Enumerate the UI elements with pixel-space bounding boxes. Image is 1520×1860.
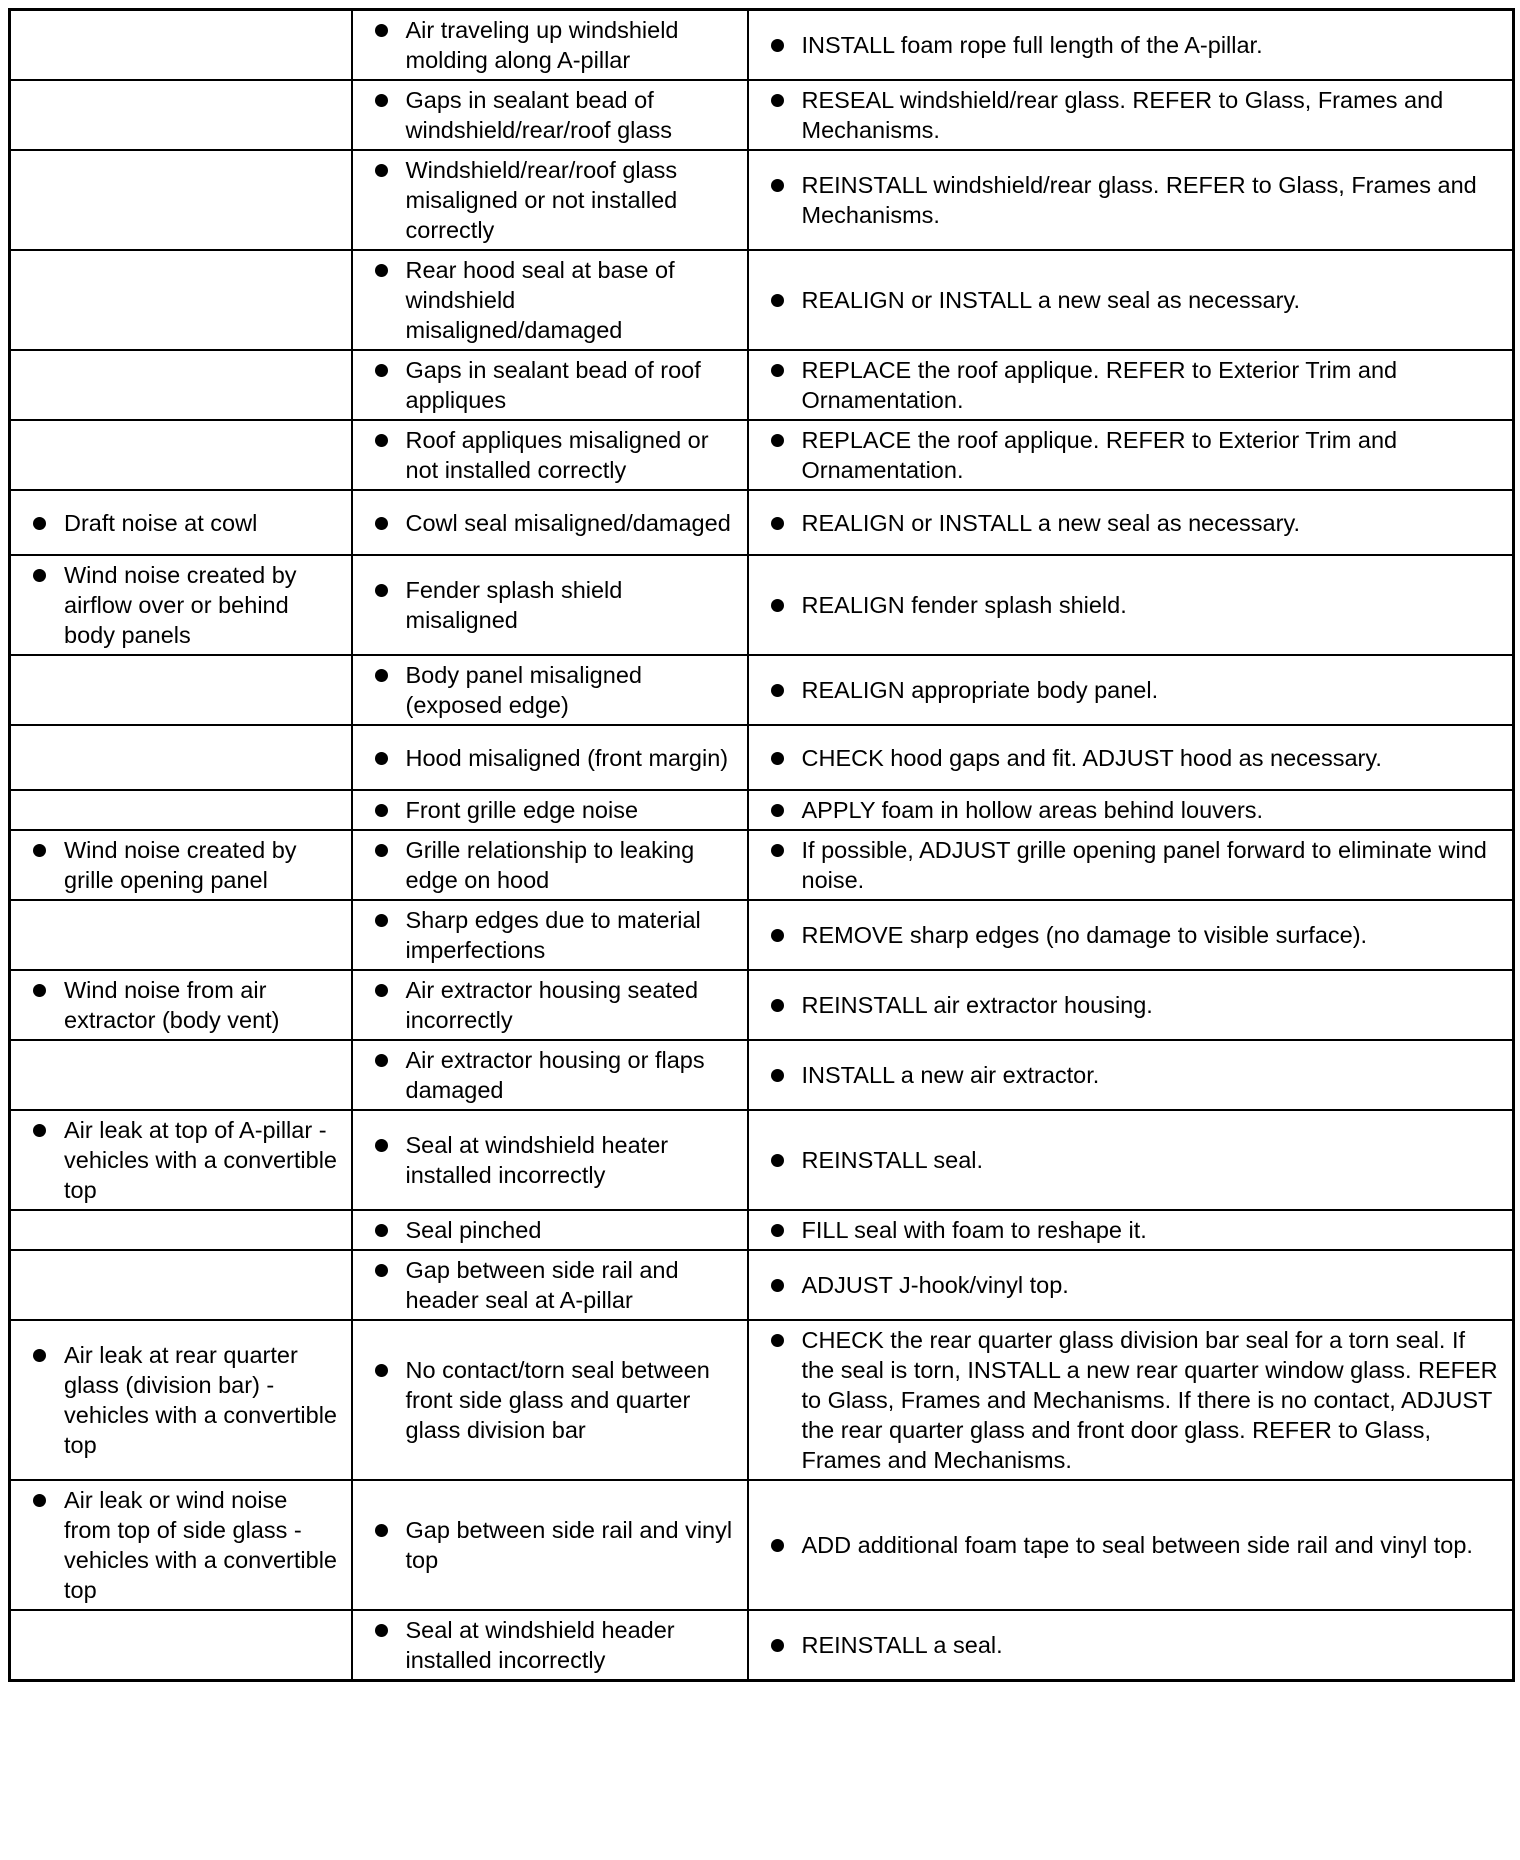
bullet-icon (771, 1279, 784, 1292)
source-text: Gaps in sealant bead of roof appliques (405, 357, 701, 413)
source-text: Rear hood seal at base of windshield misaligned/damaged (405, 257, 675, 343)
source-text: Seal at windshield header installed incorrectly (405, 1617, 675, 1673)
condition-cell (10, 1040, 352, 1110)
source-content (353, 971, 747, 1039)
condition-content (11, 686, 351, 694)
action-content (749, 1056, 1513, 1094)
condition-text: Air leak at rear quarter glass (division bar) - vehicles with a convertible top (64, 1342, 337, 1458)
table-row (10, 150, 1514, 250)
action-text: If possible, ADJUST grille opening panel forward to eliminate wind noise. (801, 837, 1487, 893)
source-cell (352, 10, 748, 81)
source-text: Air extractor housing seated incorrectly (405, 977, 699, 1033)
table-row (10, 725, 1514, 790)
condition-cell (10, 420, 352, 490)
bullet-icon (375, 94, 388, 107)
bullet-icon (771, 179, 784, 192)
condition-cell (10, 655, 352, 725)
condition-text: Wind noise from air extractor (body vent) (64, 977, 280, 1033)
diagnosis-table (8, 8, 1515, 1682)
bullet-icon (771, 294, 784, 307)
bullet-icon (375, 584, 388, 597)
bullet-icon (771, 929, 784, 942)
condition-content (11, 296, 351, 304)
bullet-icon (771, 844, 784, 857)
source-content (353, 421, 747, 489)
action-cell (748, 970, 1514, 1040)
condition-cell (10, 725, 352, 790)
action-text: REALIGN or INSTALL a new seal as necessary. (801, 287, 1300, 313)
source-content (353, 1611, 747, 1679)
source-text: Cowl seal misaligned/damaged (405, 509, 731, 536)
bullet-icon (33, 517, 46, 530)
source-cell (352, 830, 748, 900)
condition-cell (10, 1480, 352, 1610)
bullet-icon (771, 752, 784, 765)
action-cell (748, 420, 1514, 490)
table-row (10, 10, 1514, 81)
condition-cell (10, 150, 352, 250)
action-text: REPLACE the roof applique. REFER to Exterior Trim and Ornamentation. (801, 427, 1398, 483)
source-content (353, 1251, 747, 1319)
condition-content (11, 1111, 351, 1209)
condition-cell (10, 1320, 352, 1480)
source-cell (352, 80, 748, 150)
action-content (749, 1526, 1513, 1564)
condition-text: Air leak at top of A-pillar - vehicles with a convertible top (64, 1117, 337, 1203)
table-row (10, 555, 1514, 655)
condition-content (11, 1281, 351, 1289)
action-content (749, 351, 1513, 419)
bullet-icon (771, 684, 784, 697)
action-text: REINSTALL seal. (801, 1147, 984, 1173)
source-content (353, 504, 747, 542)
table-row (10, 655, 1514, 725)
table-row (10, 420, 1514, 490)
bullet-icon (375, 24, 388, 37)
bullet-icon (33, 984, 46, 997)
action-content (749, 791, 1513, 829)
action-cell (748, 830, 1514, 900)
action-content (749, 739, 1513, 777)
bullet-icon (375, 264, 388, 277)
condition-cell (10, 350, 352, 420)
condition-content (11, 556, 351, 654)
source-cell (352, 420, 748, 490)
bullet-icon (375, 1264, 388, 1277)
action-text: FILL seal with foam to reshape it. (801, 1217, 1147, 1243)
condition-content (11, 111, 351, 119)
condition-content (11, 1336, 351, 1464)
source-text: Hood misaligned (front margin) (405, 744, 729, 771)
action-cell (748, 1040, 1514, 1110)
source-content (353, 1351, 747, 1449)
source-cell (352, 250, 748, 350)
condition-text: Draft noise at cowl (64, 509, 258, 536)
action-content (749, 831, 1513, 899)
condition-cell (10, 830, 352, 900)
action-text: REALIGN fender splash shield. (801, 592, 1127, 618)
table-row (10, 1320, 1514, 1480)
action-cell (748, 10, 1514, 81)
source-cell (352, 1040, 748, 1110)
bullet-icon (375, 914, 388, 927)
action-cell (748, 80, 1514, 150)
action-text: REINSTALL windshield/rear glass. REFER to Glass, Frames and Mechanisms. (801, 172, 1477, 228)
bullet-icon (33, 1124, 46, 1137)
action-content (749, 166, 1513, 234)
condition-cell (10, 250, 352, 350)
action-text: INSTALL foam rope full length of the A-pillar. (801, 32, 1263, 58)
condition-content (11, 931, 351, 939)
source-text: Grille relationship to leaking edge on hood (405, 837, 695, 893)
source-cell (352, 1250, 748, 1320)
bullet-icon (375, 364, 388, 377)
action-text: INSTALL a new air extractor. (801, 1062, 1100, 1088)
action-cell (748, 1250, 1514, 1320)
action-text: REALIGN appropriate body panel. (801, 677, 1159, 703)
condition-content (11, 971, 351, 1039)
source-cell (352, 1610, 748, 1681)
bullet-icon (771, 39, 784, 52)
source-content (353, 251, 747, 349)
bullet-icon (375, 1524, 388, 1537)
bullet-icon (771, 999, 784, 1012)
bullet-icon (375, 434, 388, 447)
action-text: REMOVE sharp edges (no damage to visible surface). (801, 922, 1368, 948)
source-text: Air traveling up windshield molding along A-pillar (405, 17, 679, 73)
source-content (353, 831, 747, 899)
condition-content (11, 504, 351, 542)
bullet-icon (33, 1494, 46, 1507)
source-cell (352, 150, 748, 250)
table-row (10, 900, 1514, 970)
source-cell (352, 655, 748, 725)
condition-cell (10, 970, 352, 1040)
source-content (353, 11, 747, 79)
condition-cell (10, 900, 352, 970)
action-cell (748, 1320, 1514, 1480)
action-content (749, 81, 1513, 149)
source-cell (352, 725, 748, 790)
source-text: No contact/torn seal between front side glass and quarter glass division bar (405, 1357, 710, 1443)
action-content (749, 986, 1513, 1024)
bullet-icon (771, 1334, 784, 1347)
action-content (749, 1211, 1513, 1249)
action-text: REPLACE the roof applique. REFER to Exterior Trim and Ornamentation. (801, 357, 1398, 413)
condition-content (11, 451, 351, 459)
source-text: Sharp edges due to material imperfections (405, 907, 701, 963)
condition-content (11, 806, 351, 814)
source-text: Roof appliques misaligned or not installed correctly (405, 427, 709, 483)
source-cell (352, 555, 748, 655)
bullet-icon (771, 1639, 784, 1652)
source-content (353, 151, 747, 249)
action-cell (748, 250, 1514, 350)
bullet-icon (375, 164, 388, 177)
source-cell (352, 1110, 748, 1210)
condition-text: Wind noise created by airflow over or behind body panels (64, 562, 297, 648)
source-content (353, 739, 747, 777)
table-row (10, 1210, 1514, 1250)
action-content (749, 281, 1513, 319)
diagnosis-sheet (8, 8, 1512, 1682)
source-content (353, 901, 747, 969)
condition-cell (10, 1210, 352, 1250)
condition-content (11, 381, 351, 389)
source-content (353, 1126, 747, 1194)
bullet-icon (33, 1349, 46, 1362)
action-cell (748, 1210, 1514, 1250)
action-cell (748, 1110, 1514, 1210)
action-cell (748, 555, 1514, 655)
action-cell (748, 900, 1514, 970)
table-row (10, 250, 1514, 350)
source-content (353, 351, 747, 419)
condition-content (11, 754, 351, 762)
condition-content (11, 1071, 351, 1079)
action-content (749, 671, 1513, 709)
table-row (10, 1610, 1514, 1681)
table-row (10, 830, 1514, 900)
bullet-icon (375, 1224, 388, 1237)
source-content (353, 1511, 747, 1579)
action-text: ADJUST J-hook/vinyl top. (801, 1272, 1069, 1298)
condition-content (11, 196, 351, 204)
source-content (353, 571, 747, 639)
source-cell (352, 970, 748, 1040)
action-cell (748, 790, 1514, 830)
bullet-icon (375, 669, 388, 682)
source-content (353, 656, 747, 724)
action-cell (748, 1480, 1514, 1610)
bullet-icon (33, 569, 46, 582)
table-row (10, 80, 1514, 150)
table-row (10, 1040, 1514, 1110)
source-cell (352, 350, 748, 420)
bullet-icon (375, 804, 388, 817)
table-row (10, 1110, 1514, 1210)
action-text: REINSTALL air extractor housing. (801, 992, 1153, 1018)
source-text: Seal at windshield heater installed incorrectly (405, 1132, 669, 1188)
condition-cell (10, 490, 352, 555)
bullet-icon (375, 1364, 388, 1377)
table-row (10, 350, 1514, 420)
bullet-icon (375, 984, 388, 997)
bullet-icon (771, 517, 784, 530)
table-row (10, 1480, 1514, 1610)
source-text: Gap between side rail and header seal at A-pillar (405, 1257, 679, 1313)
source-content (353, 81, 747, 149)
condition-cell (10, 80, 352, 150)
condition-content (11, 1641, 351, 1649)
action-content (749, 1321, 1513, 1479)
condition-cell (10, 10, 352, 81)
bullet-icon (375, 517, 388, 530)
table-row (10, 490, 1514, 555)
source-cell (352, 1320, 748, 1480)
condition-content (11, 1226, 351, 1234)
action-content (749, 1266, 1513, 1304)
source-cell (352, 1210, 748, 1250)
action-content (749, 504, 1513, 542)
table-row (10, 970, 1514, 1040)
action-content (749, 421, 1513, 489)
source-text: Gaps in sealant bead of windshield/rear/roof glass (405, 87, 672, 143)
bullet-icon (771, 1539, 784, 1552)
bullet-icon (771, 1069, 784, 1082)
action-content (749, 1141, 1513, 1179)
bullet-icon (375, 844, 388, 857)
bullet-icon (771, 434, 784, 447)
action-cell (748, 150, 1514, 250)
action-cell (748, 725, 1514, 790)
action-cell (748, 490, 1514, 555)
action-text: REINSTALL a seal. (801, 1632, 1003, 1658)
condition-cell (10, 1250, 352, 1320)
condition-cell (10, 1610, 352, 1681)
source-content (353, 791, 747, 829)
table-row (10, 1250, 1514, 1320)
condition-content (11, 41, 351, 49)
bullet-icon (771, 364, 784, 377)
diagnosis-table-body (10, 10, 1514, 1681)
action-cell (748, 655, 1514, 725)
source-text: Fender splash shield misaligned (405, 577, 623, 633)
condition-cell (10, 555, 352, 655)
bullet-icon (375, 1624, 388, 1637)
action-content (749, 1626, 1513, 1664)
bullet-icon (375, 1139, 388, 1152)
condition-cell (10, 790, 352, 830)
action-text: CHECK hood gaps and fit. ADJUST hood as necessary. (801, 744, 1382, 771)
action-text: CHECK the rear quarter glass division bar seal for a torn seal. If the seal is torn, INSTALL a new rear quarter window glass. REFER to Glass, Frames and Mechanisms. If there is no contact, ADJUST the rear quarter glass and front door glass. REFER to Glass, Frames and Mechanisms. (801, 1327, 1498, 1473)
source-text: Seal pinched (405, 1217, 542, 1243)
action-text: REALIGN or INSTALL a new seal as necessary. (801, 509, 1300, 536)
bullet-icon (771, 804, 784, 817)
bullet-icon (771, 599, 784, 612)
source-text: Windshield/rear/roof glass misaligned or not installed correctly (405, 157, 678, 243)
condition-content (11, 831, 351, 899)
bullet-icon (771, 1154, 784, 1167)
action-text: APPLY foam in hollow areas behind louvers. (801, 797, 1264, 823)
source-content (353, 1041, 747, 1109)
bullet-icon (771, 94, 784, 107)
action-content (749, 26, 1513, 64)
action-content (749, 586, 1513, 624)
source-cell (352, 790, 748, 830)
condition-text: Wind noise created by grille opening panel (64, 837, 297, 893)
action-content (749, 916, 1513, 954)
action-text: RESEAL windshield/rear glass. REFER to Glass, Frames and Mechanisms. (801, 87, 1444, 143)
table-row (10, 790, 1514, 830)
source-cell (352, 490, 748, 555)
bullet-icon (771, 1224, 784, 1237)
bullet-icon (375, 1054, 388, 1067)
bullet-icon (375, 752, 388, 765)
source-text: Front grille edge noise (405, 797, 639, 823)
action-cell (748, 1610, 1514, 1681)
condition-text: Air leak or wind noise from top of side glass - vehicles with a convertible top (64, 1487, 337, 1603)
action-cell (748, 350, 1514, 420)
condition-content (11, 1481, 351, 1609)
source-text: Body panel misaligned (exposed edge) (405, 662, 642, 718)
source-cell (352, 900, 748, 970)
source-cell (352, 1480, 748, 1610)
source-content (353, 1211, 747, 1249)
source-text: Air extractor housing or flaps damaged (405, 1047, 705, 1103)
source-text: Gap between side rail and vinyl top (405, 1517, 733, 1573)
bullet-icon (33, 844, 46, 857)
action-text: ADD additional foam tape to seal between side rail and vinyl top. (801, 1532, 1473, 1558)
condition-cell (10, 1110, 352, 1210)
